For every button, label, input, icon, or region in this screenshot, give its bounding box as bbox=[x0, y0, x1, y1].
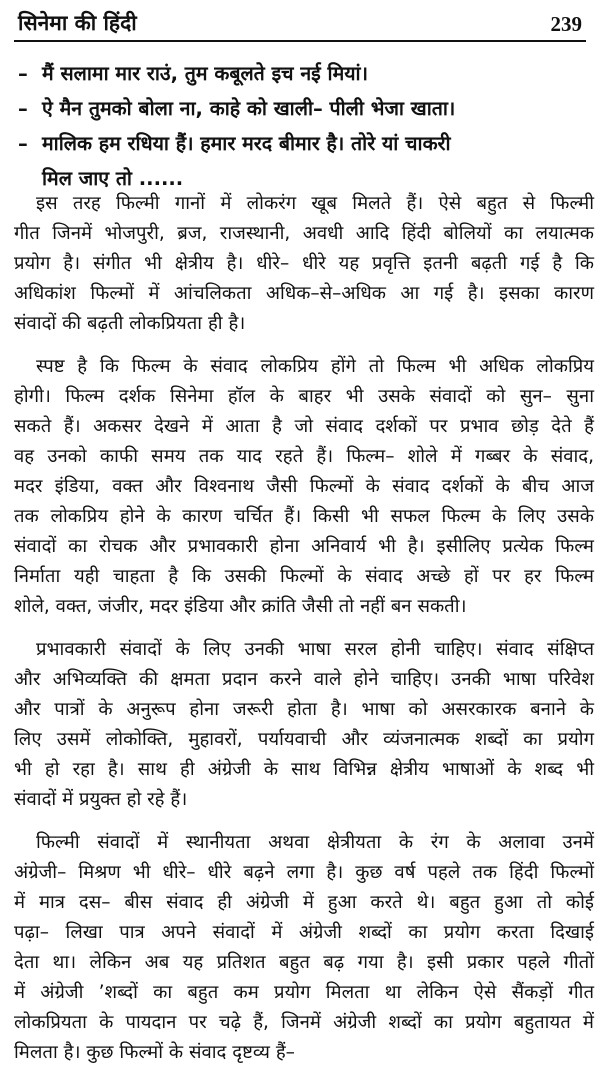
text-line: और पात्रों के अनुरूप होना जरूरी होता है। भाषा को असरकारक बनाने के bbox=[14, 699, 594, 720]
dialogue-line: ऐ मैन तुमको बोला ना, काहे को खाली– पीली भेजा खाता। bbox=[42, 97, 456, 120]
dialogue-list bbox=[18, 56, 588, 196]
text-line: लोकप्रियता के पायदान पर चढ़े हैं, जिनमें अंग्रेजी शब्दों का प्रयोग बहुतायत में bbox=[14, 1012, 594, 1033]
text-line: संवादों में प्रयुक्त हो रहे हैं। bbox=[14, 789, 188, 810]
text-line: में अंग्रेजी ’शब्दों का बहुत कम प्रयोग मिलता था लेकिन ऐसे सैंकड़ों गीत bbox=[14, 982, 594, 1003]
dialogue-text bbox=[42, 126, 451, 196]
text-line: तक लोकप्रिय होने के कारण चर्चित हैं। किसी भी सफल फिल्म के लिए उसके bbox=[14, 506, 594, 527]
text-line: वह उनको काफी समय तक याद रहते हैं। फिल्म– शोले में गब्बर के संवाद, bbox=[14, 446, 594, 467]
text-line: अधिकांश फिल्मों में आंचलिकता अधिक–से–अधिक आ गई है। इसका कारण bbox=[14, 283, 594, 304]
text-line: लिए उसमें लोकोक्ति, मुहावरों, पर्यायवाची और व्यंजनात्मक शब्दों का प्रयोग bbox=[14, 729, 594, 750]
dialogue-line: मैं सलामा मार राउं, तुम कबूलते इच नई मियां। bbox=[42, 62, 368, 85]
text-line: प्रभावकारी संवादों के लिए उनकी भाषा सरल होनी चाहिए। संवाद संक्षिप्त bbox=[36, 639, 594, 660]
text-line: और अभिव्यक्ति की क्षमता प्रदान करने वाले होने चाहिए। उनकी भाषा परिवेश bbox=[14, 669, 594, 690]
text-line: संवादों का रोचक और प्रभावकारी होना अनिवार्य भी है। इसीलिए प्रत्येक फिल्म bbox=[14, 536, 594, 557]
page-number: 239 bbox=[550, 12, 582, 36]
dialogue-line: मालिक हम रधिया हैं। हमार मरद बीमार है। तोरे यां चाकरी bbox=[42, 132, 451, 155]
text-line: निर्माता यही चाहता है कि उसकी फिल्मों के संवाद अच्छे हों पर हर फिल्म bbox=[14, 566, 594, 587]
text-line: में मात्र दस– बीस संवाद ही अंग्रेजी में हुआ करते थे। बहुत हुआ तो कोई bbox=[14, 892, 594, 913]
dialogue-dash: – bbox=[18, 97, 28, 120]
text-line: मिलता है। कुछ फिल्मों के संवाद दृष्टव्य हैं– bbox=[14, 1042, 295, 1063]
text-line: स्पष्ट है कि फिल्म के संवाद लोकप्रिय होंगे तो फिल्म भी अधिक लोकप्रिय bbox=[36, 356, 594, 377]
dialogue-item bbox=[18, 56, 588, 91]
page-header bbox=[14, 6, 586, 42]
paragraph bbox=[14, 828, 594, 1068]
text-line: शोले, वक्त, जंजीर, मदर इंडिया और क्रांति जैसी तो नहीं बन सकती। bbox=[14, 596, 467, 617]
text-line: सकते हैं। अकसर देखने में आता है जो संवाद दर्शकों पर प्रभाव छोड़ देते हैं bbox=[14, 416, 594, 437]
paragraph bbox=[14, 189, 594, 339]
text-line: इस तरह फिल्मी गानों में लोकरंग खूब मिलते हैं। ऐसे बहुत से फिल्मी bbox=[36, 193, 594, 214]
dialogue-dash: – bbox=[18, 62, 28, 85]
text-line: भी हो रहा है। साथ ही अंग्रेजी के साथ विभिन्न क्षेत्रीय भाषाओं के शब्द भी bbox=[14, 759, 594, 780]
running-title: सिनेमा की हिंदी bbox=[18, 11, 137, 35]
text-line: होगी। फिल्म दर्शक सिनेमा हॉल के बाहर भी उसके संवादों को सुन– सुना bbox=[14, 386, 594, 407]
dialogue-text bbox=[42, 91, 455, 126]
dialogue-line: मिल जाए तो ...... bbox=[42, 167, 184, 190]
dialogue-text bbox=[42, 56, 368, 91]
text-line: फिल्मी संवादों में स्थानीयता अथवा क्षेत्रीयता के रंग के अलावा उनमें bbox=[36, 832, 594, 853]
text-line: प्रयोग है। संगीत भी क्षेत्रीय है। धीरे– धीरे यह प्रवृत्ति इतनी बढ़ती गई है कि bbox=[14, 253, 594, 274]
body-text bbox=[14, 189, 594, 1081]
dialogue-item bbox=[18, 126, 588, 196]
paragraph bbox=[14, 352, 594, 622]
text-line: देता था। लेकिन अब यह प्रतिशत बहुत बढ़ गया है। इसी प्रकार पहले गीतों bbox=[14, 952, 594, 973]
text-line: अंग्रेजी– मिश्रण भी धीरे– धीरे बढ़ने लगा है। कुछ वर्ष पहले तक हिंदी फिल्मों bbox=[14, 862, 594, 883]
text-line: संवादों की बढ़ती लोकप्रियता ही है। bbox=[14, 313, 246, 334]
text-line: मदर इंडिया, वक्त और विश्वनाथ जैसी फिल्मों के संवाद दर्शकों के बीच आज bbox=[14, 476, 594, 497]
text-line: गीत जिनमें भोजपुरी, ब्रज, राजस्थानी, अवधी आदि हिंदी बोलियों का लयात्मक bbox=[14, 223, 594, 244]
dialogue-dash: – bbox=[18, 132, 28, 155]
paragraph bbox=[14, 635, 594, 815]
dialogue-item bbox=[18, 91, 588, 126]
text-line: पढ़ा– लिखा पात्र अपने संवादों में अंग्रेजी शब्दों का प्रयोग करता दिखाई bbox=[14, 922, 594, 943]
